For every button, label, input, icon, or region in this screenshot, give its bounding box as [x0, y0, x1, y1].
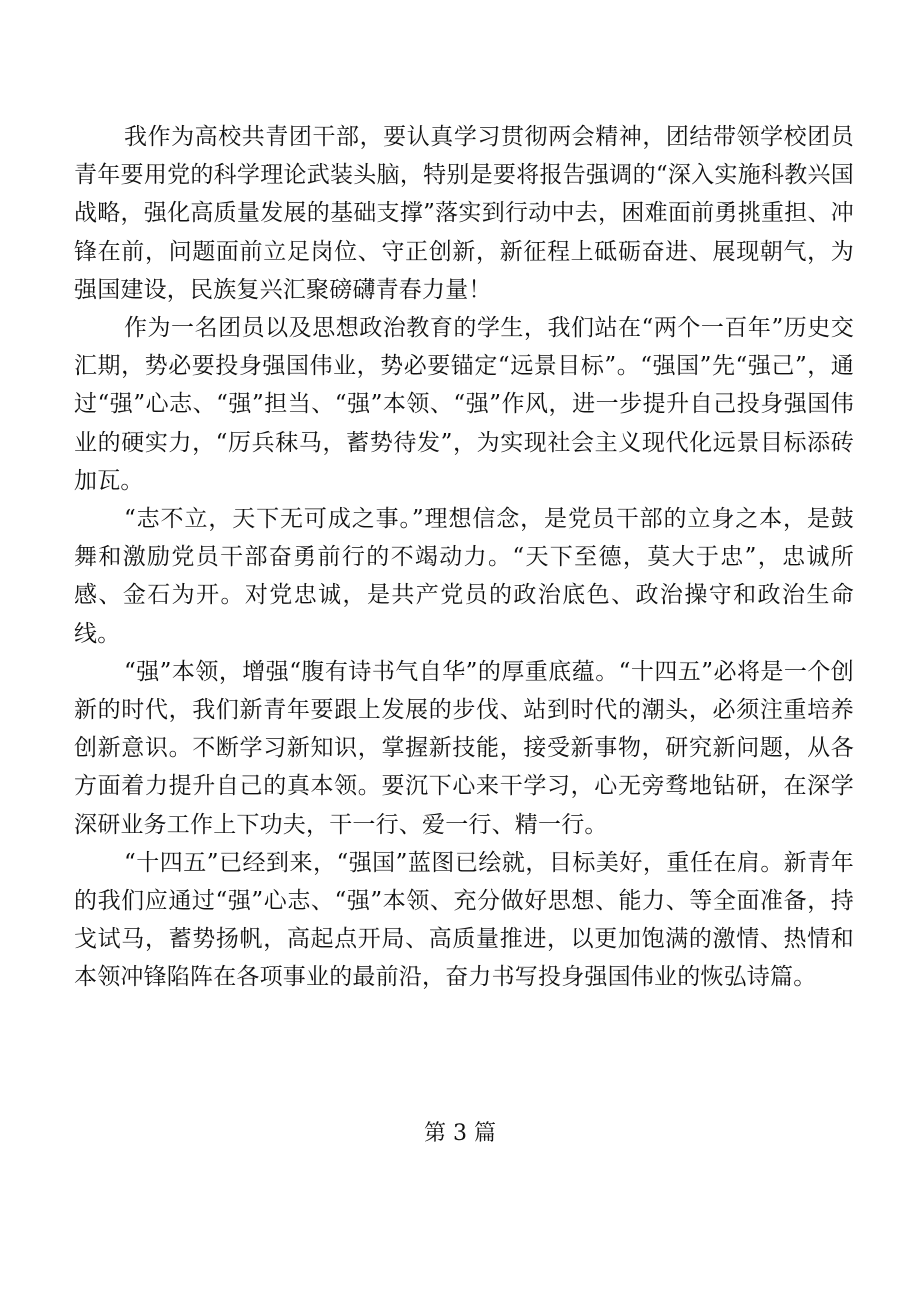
section-heading: 第 3 篇 [424, 1121, 496, 1146]
paragraph-5: “十四五”已经到来，“强国”蓝图已绘就，目标美好，重任在肩。新青年的我们应通过“强”心志、“强”本领、充分做好思想、能力、等全面准备，持戈试马，蓄势扬帆，高起点开局、高质量推进，以更加饱满的激情、热情和本领冲锋陷阵在各项事业的最前沿，奋力书写投身强国伟业的恢弘诗篇。 [74, 849, 854, 991]
paragraph-3: “志不立，天下无可成之事。”理想信念，是党员干部的立身之本，是鼓舞和激励党员干部奋勇前行的不竭动力。“天下至德，莫大于忠”，忠诚所感、金石为开。对党忠诚，是共产党员的政治底色、政治操守和政治生命线。 [74, 506, 854, 647]
paragraph-1: 我作为高校共青团干部，要认真学习贯彻两会精神，团结带领学校团员青年要用党的科学理论武装头脑，特别是要将报告强调的“深入实施科教兴国战略，强化高质量发展的基础支撑”落实到行动中去，困难面前勇挑重担、冲锋在前，问题面前立足岗位、守正创新，新征程上砥砺奋进、展现朝气，为强国建设，民族复兴汇聚磅礴青春力量！ [74, 124, 854, 303]
document-body [74, 118, 854, 997]
paragraph-2: 作为一名团员以及思想政治教育的学生，我们站在“两个一百年”历史交汇期，势必要投身强国伟业，势必要锚定“远景目标”。“强国”先“强己”，通过“强”心志、“强”担当、“强”本领、“强”作风，进一步提升自己投身强国伟业的硬实力，“厉兵秣马，蓄势待发”，为实现社会主义现代化远景目标添砖加瓦。 [74, 315, 854, 494]
paragraph-4: “强”本领，增强“腹有诗书气自华”的厚重底蕴。“十四五”必将是一个创新的时代，我们新青年要跟上发展的步伐、站到时代的潮头，必须注重培养创新意识。不断学习新知识，掌握新技能，接受新事物，研究新问题，从各方面着力提升自己的真本领。要沉下心来干学习，心无旁骛地钻研，在深学深研业务工作上下功夫，干一行、爱一行、精一行。 [74, 658, 854, 838]
